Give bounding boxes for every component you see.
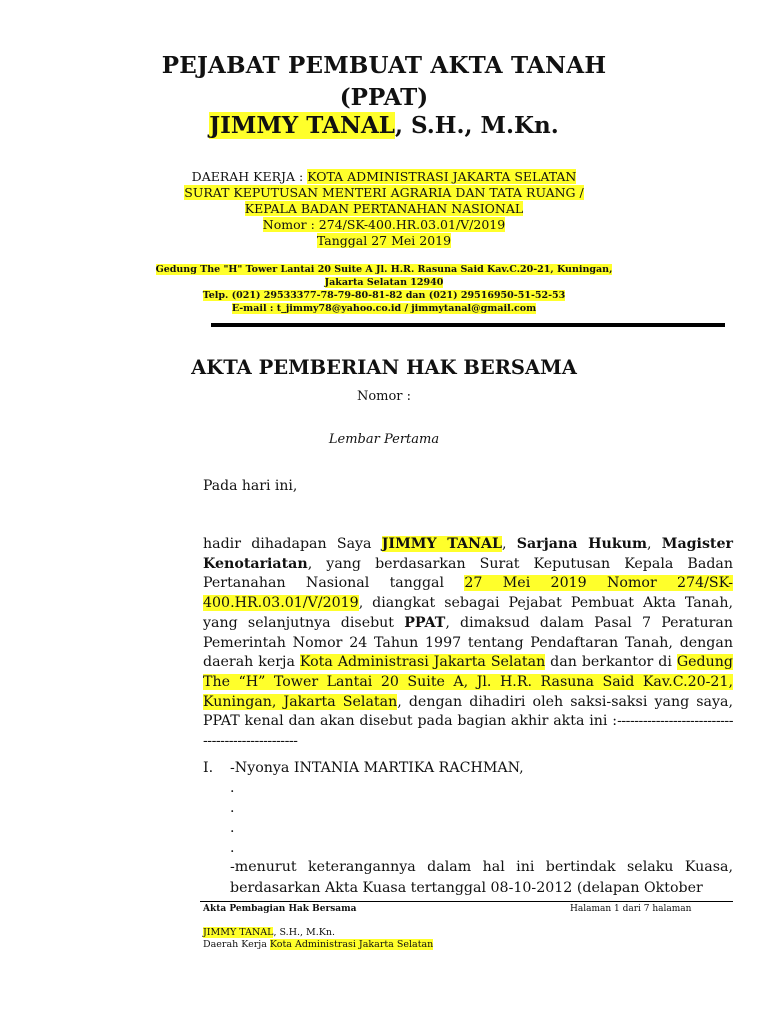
kuasa-paragraph: -menurut keterangannya dalam hal ini bertindak selaku Kuasa, berdasarkan Akta Kuasa tertanggal 08-10-2012 (delapan Oktober: [230, 859, 733, 896]
dot-line: .: [230, 780, 235, 796]
akta-title: AKTA PEMBERIAN HAK BERSAMA: [191, 356, 577, 379]
dot-line: .: [230, 820, 235, 836]
dot-line: .: [230, 800, 235, 816]
sk-line-2: KEPALA BADAN PERTANAHAN NASIONAL: [244, 201, 524, 216]
email: E-mail : t_jimmy78@yahoo.co.id / jimmytanal@gmail.com: [231, 303, 537, 314]
address-line-2: Jakarta Selatan 12940: [324, 277, 444, 288]
sk-tanggal: Tanggal 27 Mei 2019: [316, 233, 452, 248]
sk-line-1: SURAT KEPUTUSAN MENTERI AGRARIA DAN TATA RUANG /: [184, 185, 584, 200]
main-paragraph: hadir dihadapan Saya JIMMY TANAL, Sarjana Hukum, Magister Kenotariatan, yang berdasarkan Surat Keputusan Kepala Badan Pertanahan Nasional tanggal 27 Mei 2019 Nomor 274/SK-400.HR.03.01/V/2019, diangkat sebagai Pejabat Pembuat Akta Tanah, yang selanjutnya disebut PPAT, dimaksud dalam Pasal 7 Peraturan Pemerintah Nomor 24 Tahun 1997 tentang Pendaftaran Tanah, dengan daerah kerja Kota Administrasi Jakarta Selatan dan berkantor di Gedung The “H” Tower Lantai 20 Suite A, Jl. H.R. Rasuna Said Kav.C.20-21, Kuningan, Jakarta Selatan, dengan dihadiri oleh saksi-saksi yang saya, PPAT kenal dan akan disebut pada bagian akhir akta ini :-------------------------------------------------: [203, 536, 733, 750]
dot-line: .: [230, 840, 235, 856]
footer-page-number: Halaman 1 dari 7 halaman: [570, 904, 692, 914]
footer-doc-title: Akta Pembagian Hak Bersama: [203, 904, 357, 914]
footer-area: Daerah Kerja Kota Administrasi Jakarta Selatan: [203, 939, 434, 950]
item-party: -Nyonya INTANIA MARTIKA RACHMAN,: [230, 760, 524, 776]
footer-divider: [200, 901, 733, 902]
daerah-kerja: DAERAH KERJA : KOTA ADMINISTRASI JAKARTA SELATAN: [191, 169, 577, 184]
lembar-label: Lembar Pertama: [328, 432, 440, 447]
opening-line: Pada hari ini,: [203, 478, 298, 494]
item-number: I.: [203, 760, 214, 776]
telp: Telp. (021) 29533377-78-79-80-81-82 dan (021) 29516950-51-52-53: [202, 290, 566, 301]
name-highlight: JIMMY TANAL: [209, 112, 395, 139]
footer-name: JIMMY TANAL, S.H., M.Kn.: [203, 927, 336, 938]
header-subtitle: (PPAT): [339, 84, 429, 111]
akta-nomor: Nomor :: [356, 389, 412, 404]
header-title: PEJABAT PEMBUAT AKTA TANAH: [161, 52, 607, 79]
address-line-1: Gedung The "H" Tower Lantai 20 Suite A Jl. H.R. Rasuna Said Kav.C.20-21, Kuningan,: [155, 264, 613, 275]
header-name: JIMMY TANAL, S.H., M.Kn.: [209, 112, 559, 139]
header-divider: [211, 323, 725, 327]
sk-nomor: Nomor : 274/SK-400.HR.03.01/V/2019: [262, 217, 506, 232]
